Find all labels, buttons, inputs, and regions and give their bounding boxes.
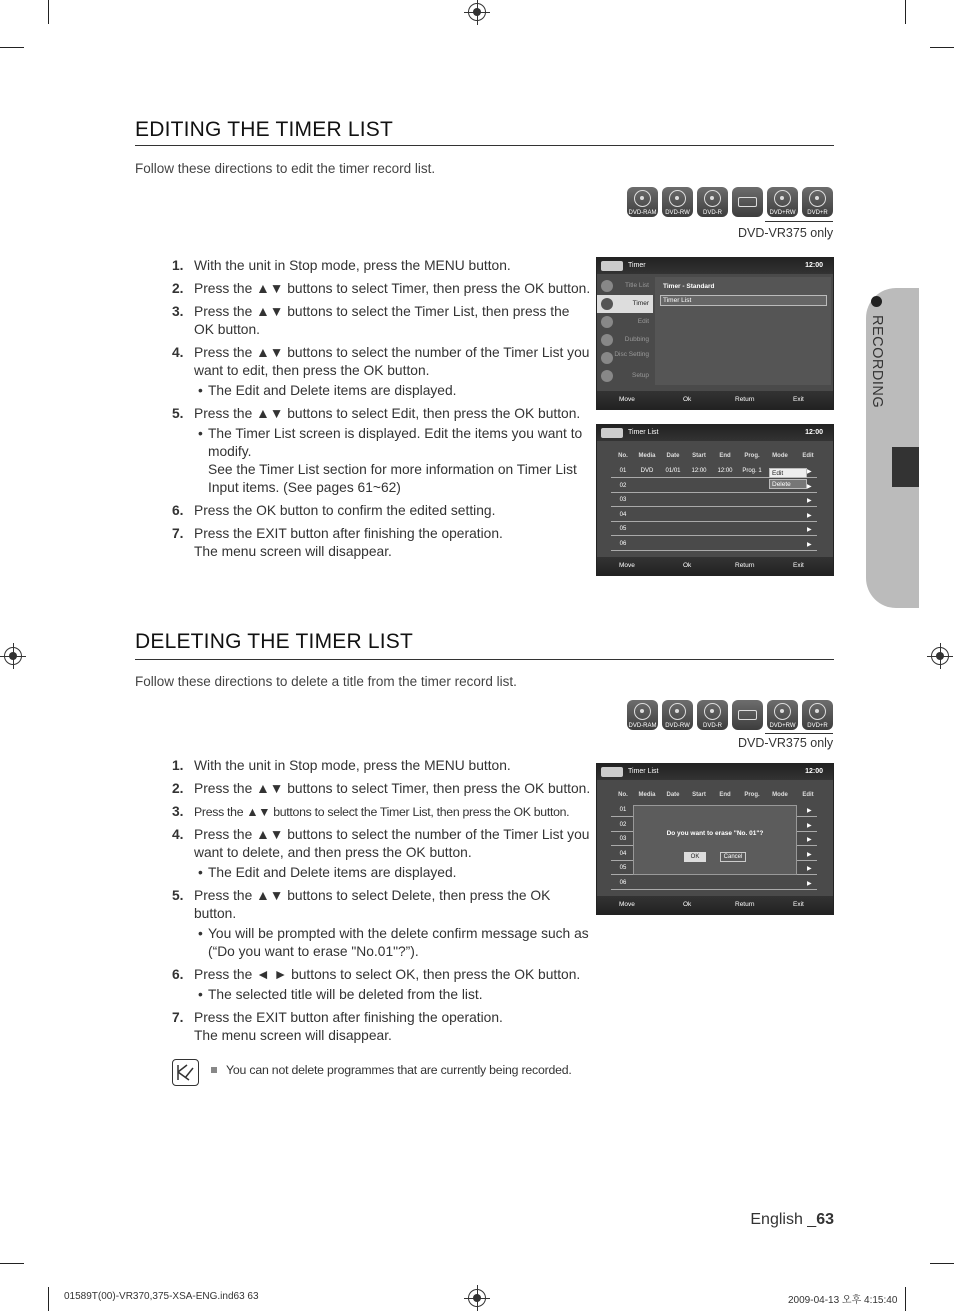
step-item: 3. Press the ▲▼ buttons to select the Timer List, then press the OK button. xyxy=(172,804,570,819)
registration-mark-icon xyxy=(468,3,486,21)
registration-mark-icon xyxy=(931,647,949,665)
dvd-plus-rw-icon: DVD+RW xyxy=(767,187,798,217)
crop-mark xyxy=(930,47,954,48)
table-cell: 01 xyxy=(619,807,627,813)
step-item: 6. Press the ◄ ► buttons to select OK, then press the OK button. • The selected title will be deleted from the list. xyxy=(172,966,592,1004)
section-title-deleting: DELETING THE TIMER LIST xyxy=(135,630,414,653)
menu-setup[interactable]: Setup xyxy=(597,367,653,385)
table-cell: 05 xyxy=(619,865,627,871)
dvd-plus-r-icon: DVD+R xyxy=(802,187,833,217)
row-arrow-icon: ▶ xyxy=(807,851,812,858)
crop-mark xyxy=(905,1287,906,1311)
model-only-note: DVD-VR375 only xyxy=(738,736,834,750)
column-header: Media xyxy=(638,792,656,798)
disc-compatibility-icons xyxy=(627,187,833,217)
row-arrow-icon: ▶ xyxy=(807,469,812,475)
column-header: Edit xyxy=(802,792,814,798)
registration-mark-icon xyxy=(468,1289,486,1307)
crop-mark xyxy=(0,47,24,48)
dvd-ram-icon: DVD-RAM xyxy=(627,700,658,730)
step-item: 1. With the unit in Stop mode, press the MENU button. xyxy=(172,258,511,273)
crop-mark xyxy=(48,1287,49,1311)
section-intro: Follow these directions to delete a title from the timer record list. xyxy=(135,674,517,689)
crop-mark xyxy=(0,1263,24,1264)
menu-dubbing[interactable]: Dubbing xyxy=(597,331,653,349)
column-header: No. xyxy=(618,453,628,459)
row-arrow-icon: ▶ xyxy=(807,837,812,843)
only-rule xyxy=(765,733,833,734)
osd-timer-list-delete: Timer List 12:00 No. Media Date Start End Prog. Mode Edit 01 ▶ 02 ▶ 03 ▶ 04 ▶ 05 ▶ 06 ▶ Do you want to erase "No. 01"? OK Cancel Move Ok Return Exit xyxy=(596,763,834,915)
row-divider xyxy=(611,889,817,890)
row-arrow-icon: ▶ xyxy=(807,512,812,519)
column-header: Prog. xyxy=(744,792,760,798)
crop-mark xyxy=(48,0,49,24)
chapter-tab-label: RECORDING xyxy=(869,315,885,409)
table-cell: 01/01 xyxy=(665,468,681,474)
dvd-ram-icon: DVD-RAM xyxy=(627,187,658,217)
print-slug-left: 01589T(00)-VR370,375-XSA-ENG.ind63 63 xyxy=(64,1291,259,1302)
table-cell: 02 xyxy=(619,821,627,828)
registration-mark-icon xyxy=(4,647,22,665)
menu-title-list[interactable]: Title List xyxy=(597,277,653,295)
table-cell: 05 xyxy=(619,526,627,532)
row-divider xyxy=(611,550,817,551)
section-intro: Follow these directions to edit the timer record list. xyxy=(135,161,436,176)
row-arrow-icon: ▶ xyxy=(807,527,812,533)
step-item: 7. Press the EXIT button after finishing the operation. The menu screen will disappear. xyxy=(172,526,503,559)
step-item: 2. Press the ▲▼ buttons to select Timer, then press the OK button. xyxy=(172,281,591,296)
dialog-ok-button[interactable]: OK xyxy=(684,852,706,862)
column-header: Mode xyxy=(772,453,788,459)
dvd-badge-icon xyxy=(601,428,623,438)
menu-disc-setting[interactable]: Disc Setting xyxy=(597,349,653,367)
disc-compatibility-icons xyxy=(627,700,833,730)
row-divider xyxy=(611,521,817,522)
step-item: 1. With the unit in Stop mode, press the MENU button. xyxy=(172,758,511,773)
table-cell: Prog. 1 xyxy=(742,468,762,474)
edit-steps-list xyxy=(172,257,592,566)
row-arrow-icon: ▶ xyxy=(807,498,812,504)
row-arrow-icon: ▶ xyxy=(807,808,812,814)
column-header: Mode xyxy=(772,792,788,798)
step-item: 4. Press the ▲▼ buttons to select the number of the Timer List you want to delete, and then press the OK button. • The Edit and Delete items are displayed. xyxy=(172,826,592,882)
row-arrow-icon: ▶ xyxy=(807,541,812,548)
step-item: 5. Press the ▲▼ buttons to select Delete, then press the OK button. • You will be prompted with the delete confirm message such as (“Do you want to erase "No.01"?”). xyxy=(172,887,592,961)
column-header: No. xyxy=(618,792,628,798)
column-header: Prog. xyxy=(744,453,760,459)
timer-list-option[interactable]: Timer List xyxy=(660,295,827,306)
table-cell: 06 xyxy=(619,540,627,547)
column-header: End xyxy=(719,792,731,798)
table-cell: 04 xyxy=(619,511,627,518)
print-slug-right: 2009-04-13 오후 4:15:40 xyxy=(788,1295,898,1306)
menu-edit[interactable]: Edit xyxy=(597,313,653,331)
section-rule xyxy=(135,145,834,146)
only-rule xyxy=(765,221,833,222)
dvd-rw-icon: DVD-RW xyxy=(662,700,693,730)
dialog-cancel-button[interactable]: Cancel xyxy=(720,852,746,862)
dvd-badge-icon xyxy=(601,767,623,777)
row-arrow-icon: ▶ xyxy=(807,866,812,872)
dvd-r-icon: DVD-R xyxy=(697,187,728,217)
step-item: 7. Press the EXIT button after finishing the operation. The menu screen will disappear. xyxy=(172,1010,503,1043)
popup-edit[interactable]: Edit xyxy=(769,468,807,478)
table-cell: 06 xyxy=(619,879,627,886)
vhs-tape-icon xyxy=(732,700,763,730)
table-cell: 12:00 xyxy=(717,468,733,474)
row-arrow-icon: ▶ xyxy=(807,822,812,829)
model-only-note: DVD-VR375 only xyxy=(738,226,834,240)
step-item: 5. Press the ▲▼ buttons to select Edit, then press the OK button. • The Timer List screen is displayed. Edit the items you want to modify. See the Timer List section for more information on Timer List Input items. (See pages 61~62) xyxy=(172,405,592,497)
column-header: Date xyxy=(666,792,680,798)
row-arrow-icon: ▶ xyxy=(807,880,812,887)
vhs-tape-icon xyxy=(732,187,763,217)
table-cell: 02 xyxy=(619,482,627,489)
dvd-rw-icon: DVD-RW xyxy=(662,187,693,217)
note-text: You can not delete programmes that are currently being recorded. xyxy=(226,1063,572,1077)
column-header: Media xyxy=(638,453,656,459)
chapter-tab-marker xyxy=(892,447,919,487)
osd-timer-menu: Timer 12:00 Title List Timer Edit Dubbing Disc Setting Setup Timer - Standard Timer List Move Ok Return Exit xyxy=(596,257,834,410)
section-title-editing: EDITING THE TIMER LIST xyxy=(135,118,393,141)
step-item: 3. Press the ▲▼ buttons to select the Timer List, then press the OK button. xyxy=(172,304,570,337)
dvd-plus-rw-icon: DVD+RW xyxy=(767,700,798,730)
step-item: 4. Press the ▲▼ buttons to select the number of the Timer List you want to edit, then press the OK button. • The Edit and Delete items are displayed. xyxy=(172,344,592,400)
table-cell: 01 xyxy=(619,468,627,474)
section-rule xyxy=(135,659,834,660)
table-cell: DVD xyxy=(640,468,654,474)
dvd-badge-icon xyxy=(601,261,623,271)
row-divider xyxy=(611,492,817,493)
table-cell: 04 xyxy=(619,850,627,857)
row-arrow-icon: ▶ xyxy=(807,483,812,490)
delete-steps-list xyxy=(172,757,592,1050)
table-cell: 12:00 xyxy=(691,468,707,474)
column-header: Start xyxy=(692,453,706,459)
column-header: Start xyxy=(692,792,706,798)
dialog-message: Do you want to erase "No. 01"? xyxy=(666,830,764,837)
row-divider xyxy=(611,535,817,536)
column-header: Date xyxy=(666,453,680,459)
delete-confirm-dialog xyxy=(633,805,797,875)
row-divider xyxy=(611,506,817,507)
table-cell: 03 xyxy=(619,497,627,503)
crop-mark xyxy=(930,1263,954,1264)
crop-mark xyxy=(905,0,906,24)
note-pencil-icon xyxy=(172,1059,199,1086)
page-footer: English _63 xyxy=(750,1211,834,1228)
popup-delete[interactable]: Delete xyxy=(769,479,807,489)
note-bullet-icon xyxy=(211,1067,217,1073)
dvd-r-icon: DVD-R xyxy=(697,700,728,730)
menu-timer[interactable]: Timer xyxy=(597,295,653,313)
table-cell: 03 xyxy=(619,836,627,842)
step-item: 6. Press the OK button to confirm the edited setting. xyxy=(172,503,496,518)
column-header: Edit xyxy=(802,453,814,459)
step-item: 2. Press the ▲▼ buttons to select Timer, then press the OK button. xyxy=(172,781,591,796)
column-header: End xyxy=(719,453,731,459)
dvd-plus-r-icon: DVD+R xyxy=(802,700,833,730)
bullet-icon xyxy=(871,296,882,307)
panel-title: Timer - Standard xyxy=(663,283,715,290)
osd-timer-list-edit: Timer List 12:00 No. Media Date Start End Prog. Mode Edit 01 DVD 01/01 12:00 12:00 Prog. 1 ▶ 02 ▶ 03 ▶ 04 ▶ 05 ▶ 06 ▶ Edit Delete Move Ok Return Exit xyxy=(596,424,834,576)
